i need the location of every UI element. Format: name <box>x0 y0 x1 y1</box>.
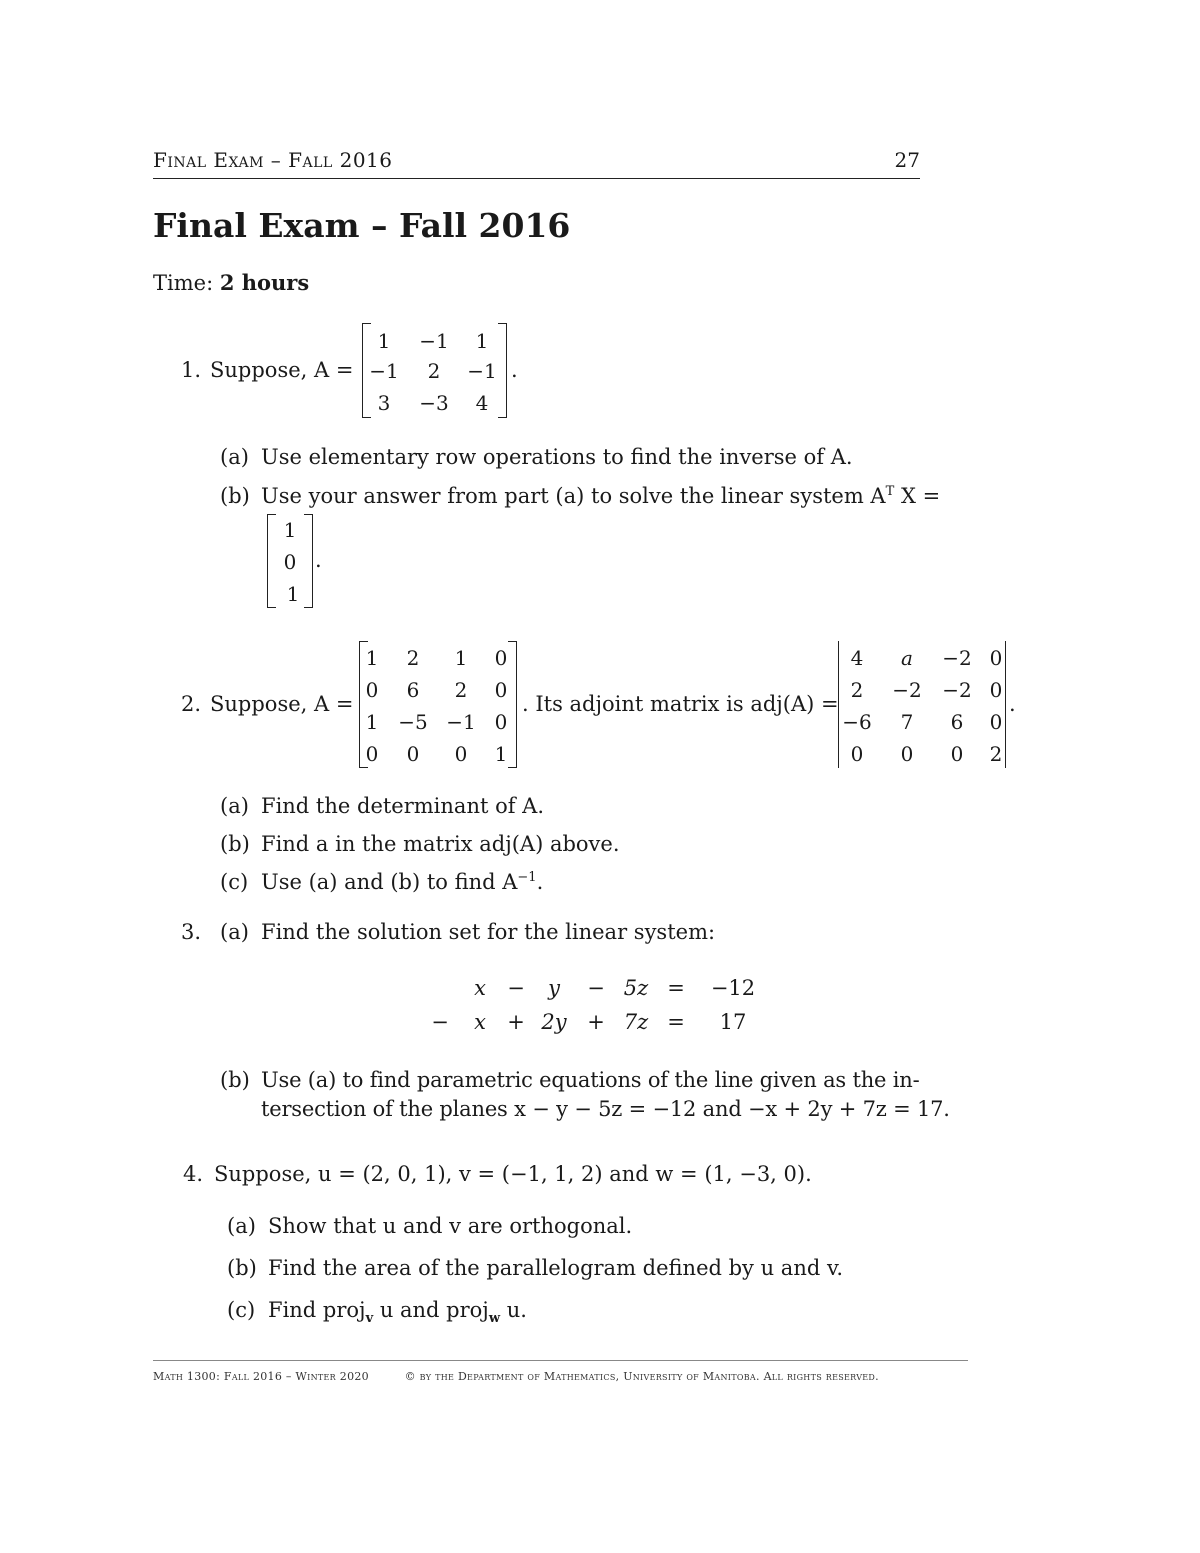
q2-matrix-cell: 1 <box>365 646 379 670</box>
q3-number: 3. <box>181 920 202 944</box>
q2-adj-cell: 0 <box>900 742 914 766</box>
q4b-text: Find the area of the parallelogram defined by u and v. <box>268 1256 844 1280</box>
q1b-vector-cell: 1 <box>286 582 300 606</box>
q1b-vector-cell: 1 <box>283 518 297 542</box>
q2-adj-cell: 2 <box>850 678 864 702</box>
q3a-label: (a) <box>220 920 249 944</box>
q2-adj-cell: 0 <box>950 742 964 766</box>
system-term: − <box>507 976 525 1000</box>
q2-matrix-cell: 0 <box>494 678 508 702</box>
q2-matrix-cell: 1 <box>365 710 379 734</box>
q2-adj-matrix <box>838 641 1006 768</box>
running-head <box>153 148 920 179</box>
q2-matrix-cell: 2 <box>406 646 420 670</box>
system-term: 5z <box>623 976 649 1000</box>
q1-matrix-cell: 1 <box>377 329 391 353</box>
footer <box>153 1370 879 1383</box>
q4-number: 4. <box>183 1162 204 1186</box>
q1-matrix-cell: −1 <box>369 359 399 383</box>
q1-matrix-cell: 2 <box>427 359 441 383</box>
system-term: 7z <box>623 1010 649 1034</box>
q1b-tail: . <box>315 548 322 572</box>
q2-matrix-cell: 1 <box>454 646 468 670</box>
q2b-label: (b) <box>220 832 250 856</box>
q1-matrix-cell: 1 <box>475 329 489 353</box>
q1-number: 1. <box>181 358 202 382</box>
system-term: + <box>587 1010 605 1034</box>
q4a-text: Show that u and v are orthogonal. <box>268 1214 633 1238</box>
q1-matrix-cell: −1 <box>419 329 449 353</box>
q2-adj-cell: −2 <box>892 678 922 702</box>
q2-adj-cell: 2 <box>989 742 1003 766</box>
q1b-label: (b) <box>220 484 250 508</box>
footer-rule <box>153 1360 968 1361</box>
q4-lead: Suppose, u = (2, 0, 1), v = (−1, 1, 2) and w = (1, −3, 0). <box>214 1162 812 1186</box>
q2-tail: . <box>1009 692 1016 716</box>
q2-adj-cell: −2 <box>942 678 972 702</box>
page-title: Final Exam – Fall 2016 <box>153 206 571 245</box>
time-value: 2 hours <box>219 270 310 295</box>
q2c-label: (c) <box>220 870 249 894</box>
q2-matrix-cell: 1 <box>494 742 508 766</box>
q1a-label: (a) <box>220 445 249 469</box>
q1b-vector <box>267 514 313 608</box>
q1-tail: . <box>511 358 518 382</box>
system-term: −12 <box>710 976 756 1000</box>
q2-matrix-cell: −5 <box>398 710 428 734</box>
q2c-text: Use (a) and (b) to find $A^{-1}$. <box>261 870 544 894</box>
system-term: x <box>474 976 486 1000</box>
q2-matrix-cell: 2 <box>454 678 468 702</box>
system-term: 2y <box>541 1010 567 1034</box>
q2-matrix-cell: 0 <box>494 710 508 734</box>
q2-matrix-cell: −1 <box>446 710 476 734</box>
system-term: − <box>587 976 605 1000</box>
system-term: x <box>474 1010 486 1034</box>
q2-adj-cell: 0 <box>989 678 1003 702</box>
q2-matrix-cell: 0 <box>454 742 468 766</box>
q2-matrix-cell: 0 <box>406 742 420 766</box>
q2-adj-cell: a <box>901 646 913 670</box>
page-number: 27 <box>894 148 920 172</box>
q1-matrix-cell: 4 <box>475 391 489 415</box>
system-term: y <box>548 976 560 1000</box>
q4c-text: Find proj$_v$ u and proj$_w$ u. <box>268 1298 527 1327</box>
q2-adj-cell: 0 <box>989 710 1003 734</box>
q1-matrix-cell: 3 <box>377 391 391 415</box>
q2a-label: (a) <box>220 794 249 818</box>
time-allowed <box>153 270 309 295</box>
q1b-text: Use your answer from part (a) to solve the linear system $A^T$ X = <box>261 484 941 508</box>
q1a-text: Use elementary row operations to find the inverse of A. <box>261 445 853 469</box>
system-term: = <box>667 1010 685 1034</box>
q2-lead: Suppose, A = <box>210 692 354 716</box>
q3b-line2: tersection of the planes x − y − 5z = −12 and −x + 2y + 7z = 17. <box>261 1097 950 1121</box>
system-term: = <box>667 976 685 1000</box>
q2-matrix-cell: 0 <box>365 742 379 766</box>
q2-adj-cell: 7 <box>900 710 914 734</box>
q1-matrix <box>362 323 507 418</box>
running-title: Final Exam – Fall 2016 <box>153 148 393 172</box>
q2-number: 2. <box>181 692 202 716</box>
q2-matrix-cell: 0 <box>365 678 379 702</box>
q2b-text: Find a in the matrix adj(A) above. <box>261 832 620 856</box>
q2-middle: . Its adjoint matrix is adj(A) = <box>522 692 839 716</box>
system-term: 17 <box>719 1010 747 1034</box>
q3-linear-system <box>420 976 760 1036</box>
q2-matrix-cell: 0 <box>494 646 508 670</box>
q2-adj-cell: 0 <box>989 646 1003 670</box>
q2-adj-cell: 4 <box>850 646 864 670</box>
q1b-vector-cell: 0 <box>283 550 297 574</box>
q3b-line1: Use (a) to find parametric equations of the line given as the in- <box>261 1068 920 1092</box>
q2-adj-cell: 6 <box>950 710 964 734</box>
q2a-text: Find the determinant of A. <box>261 794 545 818</box>
q2-adj-cell: 0 <box>850 742 864 766</box>
system-term: − <box>431 1010 449 1034</box>
q2-matrix-cell: 6 <box>406 678 420 702</box>
time-label: Time: <box>153 271 214 295</box>
footer-right: © by the Department of Mathematics, University of Manitoba. All rights reserved. <box>404 1370 879 1383</box>
q1-matrix-cell: −3 <box>419 391 449 415</box>
q2-adj-cell: −2 <box>942 646 972 670</box>
q4b-label: (b) <box>227 1256 257 1280</box>
footer-left: Math 1300: Fall 2016 – Winter 2020 <box>153 1370 369 1383</box>
q2-matrix <box>359 641 517 768</box>
q4a-label: (a) <box>227 1214 256 1238</box>
q3a-text: Find the solution set for the linear system: <box>261 920 716 944</box>
q1-lead: Suppose, A = <box>210 358 354 382</box>
q3b-label: (b) <box>220 1068 250 1092</box>
q4c-label: (c) <box>227 1298 256 1322</box>
q1-matrix-cell: −1 <box>467 359 497 383</box>
system-term: + <box>507 1010 525 1034</box>
q2-adj-cell: −6 <box>842 710 872 734</box>
